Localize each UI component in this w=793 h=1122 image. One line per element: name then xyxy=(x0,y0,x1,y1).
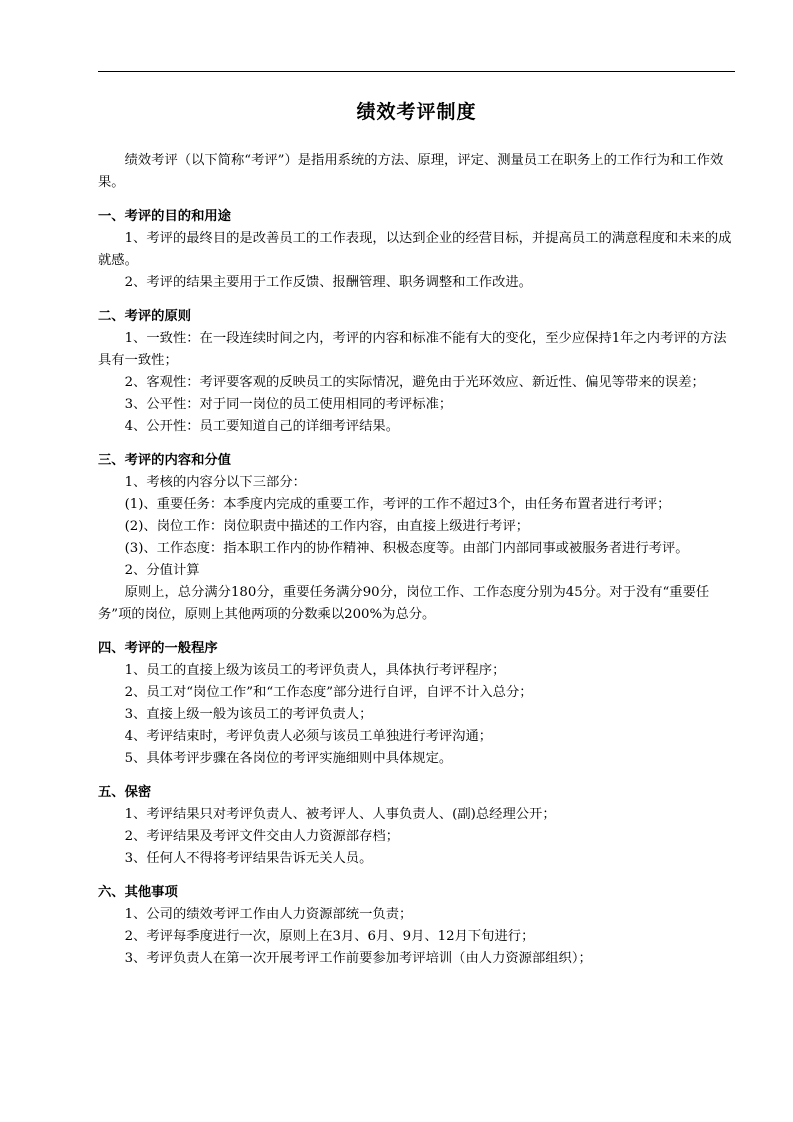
section-heading-content-scores: 三、考评的内容和分值 xyxy=(98,453,231,468)
section-line: 2、员工对“岗位工作”和“工作态度”部分进行自评，自评不计入总分； xyxy=(124,685,533,700)
section-heading-purpose: 一、考评的目的和用途 xyxy=(98,209,231,224)
section-line: 1、一致性：在一段连续时间之内，考评的内容和标准不能有大的变化，至少应保持1年之内考评的方法具有一致性； xyxy=(98,331,727,368)
section-line: 2、考评的结果主要用于工作反馈、报酬管理、职务调整和工作改进。 xyxy=(124,275,532,290)
section-line: (3)、工作态度：指本职工作内的协作精神、积极态度等。由部门内部同事或被服务者进行考评。 xyxy=(124,541,689,556)
section-heading-confidentiality: 五、保密 xyxy=(98,785,152,800)
header-rule xyxy=(98,71,735,72)
section-line: (2)、岗位工作：岗位职责中描述的工作内容，由直接上级进行考评； xyxy=(124,519,530,534)
section-line: 1、考核的内容分以下三部分： xyxy=(124,475,306,490)
section-line: 3、考评负责人在第一次开展考评工作前要参加考评培训（由人力资源部组织）； xyxy=(124,951,592,966)
section-heading-other: 六、其他事项 xyxy=(98,885,178,900)
section-line: 4、公开性：员工要知道自己的详细考评结果。 xyxy=(124,419,399,434)
section-line: 4、考评结束时，考评负责人必须与该员工单独进行考评沟通； xyxy=(124,729,493,744)
section-heading-procedure: 四、考评的一般程序 xyxy=(98,641,218,656)
section-line: 5、具体考评步骤在各岗位的考评实施细则中具体规定。 xyxy=(124,751,453,766)
section-line: 1、公司的绩效考评工作由人力资源部统一负责； xyxy=(124,907,413,922)
section-line: 1、考评的最终目的是改善员工的工作表现，以达到企业的经营目标，并提高员工的满意程度和未来的成就感。 xyxy=(98,231,732,268)
section-line: 3、任何人不得将考评结果告诉无关人员。 xyxy=(124,851,373,866)
section-line: 2、分值计算 xyxy=(124,563,200,578)
section-line: 1、考评结果只对考评负责人、被考评人、人事负责人、(副)总经理公开； xyxy=(124,807,556,822)
section-line: 1、员工的直接上级为该员工的考评负责人，具体执行考评程序； xyxy=(124,663,506,678)
document-body xyxy=(98,150,738,970)
section-line: 2、考评每季度进行一次，原则上在3月、6月、9月、12月下旬进行； xyxy=(124,929,535,944)
intro-paragraph: 绩效考评（以下简称“考评”）是指用系统的方法、原理，评定、测量员工在职务上的工作行为和工作效果。 xyxy=(98,153,724,190)
section-heading-principles: 二、考评的原则 xyxy=(98,309,192,324)
section-line: 3、直接上级一般为该员工的考评负责人； xyxy=(124,707,373,722)
section-line: 原则上，总分满分180分，重要任务满分90分，岗位工作、工作态度分别为45分。对于没有“重要任务”项的岗位，原则上其他两项的分数乘以200%为总分。 xyxy=(98,585,710,622)
section-line: 3、公平性：对于同一岗位的员工使用相同的考评标准； xyxy=(124,397,453,412)
section-line: 2、客观性：考评要客观的反映员工的实际情况，避免由于光环效应、新近性、偏见等带来的误差； xyxy=(124,375,705,390)
document-title: 绩效考评制度 xyxy=(356,101,477,123)
section-line: (1)、重要任务：本季度内完成的重要工作，考评的工作不超过3个，由任务布置者进行考评； xyxy=(124,497,671,512)
section-line: 2、考评结果及考评文件交由人力资源部存档； xyxy=(124,829,399,844)
